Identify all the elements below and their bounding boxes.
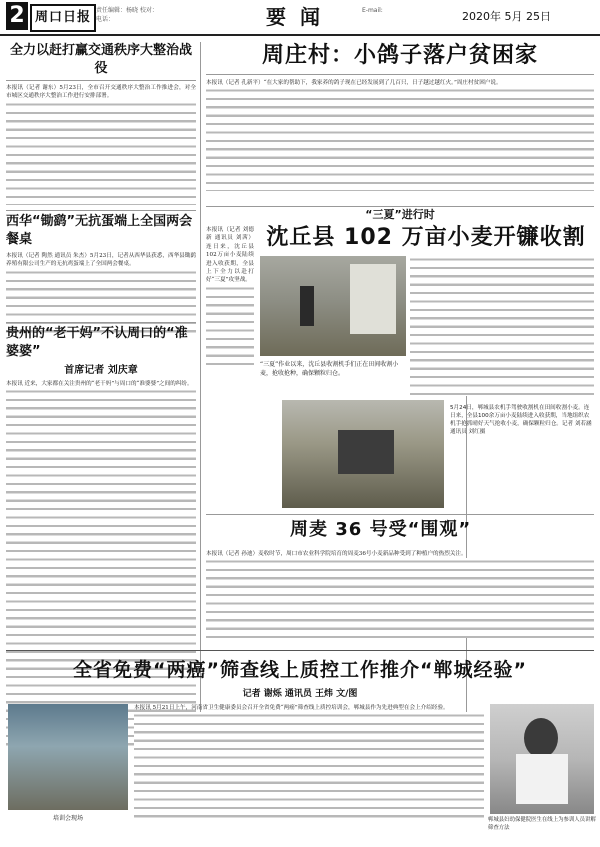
divider [206, 206, 594, 207]
lede: 本报讯（记者 孙迪）麦收时节，周口市农业科学院培育的周麦36号小麦新品种受到了种植户的热烈关注。 [206, 551, 467, 557]
headline: 西华“锄鹞”无抗蛋端上全国两会餐桌 [6, 214, 193, 247]
divider [206, 74, 594, 75]
photo-caption-1: “三夏”作业以来，沈丘县收割机手们正在田间收割小麦，抢收抢种，确保颗粒归仓。 [260, 361, 399, 377]
divider [6, 650, 594, 651]
article-body [134, 704, 484, 826]
column-divider [200, 42, 201, 740]
person-shape [524, 718, 558, 758]
article-body [6, 380, 196, 760]
divider [6, 80, 196, 81]
issue-date: 2020年 5月 25日 [462, 10, 551, 23]
text-filler [134, 712, 484, 818]
lede: 本报讯（记者 谢东）5月23日，全市召开交通秩序大整治工作推进会，对全市城区交通秩序大整治工作进行安排部署。 [6, 85, 196, 100]
section-tag: “三夏”进行时 [365, 208, 435, 221]
harvest-photo-2 [282, 400, 444, 508]
headline: 全力以赶打赢交通秩序大整治战役 [9, 43, 192, 76]
lede: 本报讯（记者 孔新平）“在大家的帮助下，我家养的鸽子现在已经发展到了几百只，日子越过越红火。”周庄村贫困户说。 [206, 80, 502, 86]
headline: 沈丘县 102 万亩小麦开镰收割 [266, 225, 586, 250]
headline: 全省免费“两癌”筛查线上质控工作推介“郸城经验” [73, 659, 527, 681]
article-body [6, 84, 196, 216]
headline: 周庄村：小鸽子落户贫困家 [261, 43, 538, 68]
headline: 贵州的“老干妈”不认周口的“准婆婆” [6, 326, 188, 359]
text-filler [206, 285, 254, 365]
divider [6, 210, 196, 211]
page-number: 2 [6, 2, 28, 30]
article-traffic [6, 42, 196, 216]
article-zhouzhuang [206, 42, 594, 201]
section-title: 要闻 [266, 5, 334, 29]
paper-logo: 周口日报 [30, 4, 96, 32]
byline: 记者 谢烁 通讯员 王炜 文/图 [242, 689, 358, 699]
lede: 本报讯（记者 刘德新 通讯员 刘茜）连日来，沈丘县102万亩小麦陆续进入收获期，全县上下全力以赴打好“三夏”攻坚战。 [206, 227, 254, 284]
article-body [206, 550, 594, 642]
editor-email: E-mail: [362, 7, 383, 14]
lede: 本报讯 近来，大家都在关注贵州的“老干妈”与周口的“准婆婆”之间的纠纷。 [6, 381, 193, 387]
editor-line-1: 责任编辑：杨晓 校对： [96, 7, 158, 14]
photo-caption-2: 5月24日，郸城县农机手驾驶收割机在田间收割小麦。连日来，全县100余万亩小麦陆续进入收获期，当地组织农机手抢抓晴好天气抢收小麦，确保颗粒归仓。记者 刘若涵 通讯员 刘红摄 [450, 405, 592, 435]
doctor-photo [490, 704, 594, 814]
divider [6, 322, 196, 323]
photo-caption-1: 培训会现场 [52, 815, 83, 822]
article-body [206, 79, 594, 201]
headline: 周麦 36 号受“围观” [290, 519, 472, 540]
article-body-right [410, 256, 594, 396]
text-filler [206, 558, 594, 638]
harvest-photo-1 [260, 256, 406, 356]
divider [206, 514, 594, 515]
lede: 本报讯 5月21日上午，河南省卫生健康委员会召开全省免费“两癌”筛查线上质控培训会，郸城县作为先进典型在会上介绍经验。 [134, 705, 449, 711]
person-shape [300, 286, 314, 326]
meeting-photo [8, 704, 128, 810]
byline: 首席记者 刘庆章 [64, 365, 138, 376]
person-shape [516, 754, 568, 804]
text-filler [410, 256, 594, 396]
editor-line-2: 电话： [96, 16, 115, 23]
text-filler [6, 101, 196, 205]
text-filler [206, 87, 594, 191]
combine-shape [338, 430, 394, 474]
photo-caption-2: 郸城县妇幼保健院医生在线上为参训人员讲解筛查方法 [488, 817, 596, 831]
article-body [206, 226, 254, 366]
lede: 本报讯（记者 陶然 通讯员 朱杰）5月23日，记者从西华县获悉，西华县锄鹞养殖有限公司生产的无抗鸡蛋端上了全国两会餐桌。 [6, 253, 196, 268]
harvester-shape [350, 264, 396, 334]
